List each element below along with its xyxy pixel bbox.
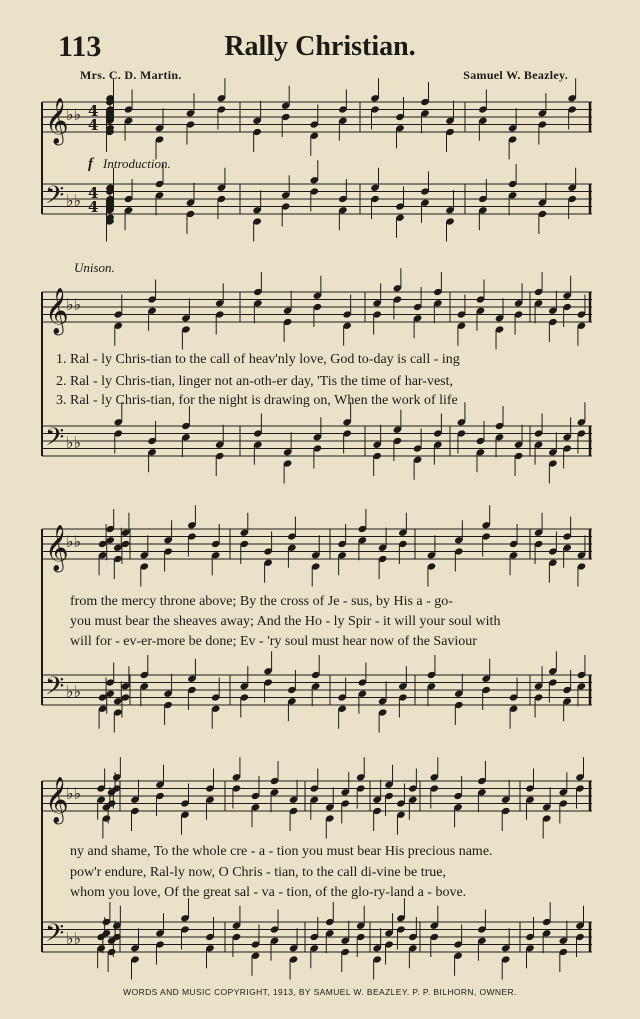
unison-marking: Unison. <box>74 260 115 275</box>
key-signature-icon: ♭♭ <box>66 532 82 551</box>
time-signature-icon: 4 <box>88 184 99 202</box>
treble-clef-icon: 𝄞 <box>45 98 69 144</box>
key-signature-icon: ♭♭ <box>66 929 82 948</box>
lyric-line: will for - ev-er-more be done; Ev - 'ry soul must hear now of the Saviour <box>70 634 477 649</box>
time-signature-icon: 4 <box>88 102 99 120</box>
lyric-line: 2. Ral - ly Chris-tian, linger not an-oth-er day, 'Tis the time of har-vest, <box>56 374 454 389</box>
lyric-line: 3. Ral - ly Chris-tian, for the night is drawing on, When the work of life <box>56 393 458 408</box>
bass-clef-icon: 𝄢 <box>45 919 65 954</box>
composer-credit: Samuel W. Beazley. <box>463 68 568 82</box>
key-signature-icon: ♭♭ <box>66 433 82 452</box>
bass-clef-icon: 𝄢 <box>45 181 65 216</box>
key-signature-icon: ♭♭ <box>66 784 82 803</box>
hymn-number: 113 <box>58 30 102 63</box>
lyric-line: pow'r endure, Ral-ly now, O Chris - tian, to the call di-vine be true, <box>70 865 447 880</box>
key-signature-icon: ♭♭ <box>66 682 82 701</box>
treble-clef-icon: 𝄞 <box>45 288 69 334</box>
key-signature-icon: ♭♭ <box>66 295 82 314</box>
lyric-line: 1. Ral - ly Chris-tian to the call of heav'nly love, God to-day is call - ing <box>56 352 460 367</box>
lyric-line: whom you love, Of the great sal - va - tion, of the glo-ry-land a - bove. <box>70 885 467 900</box>
bass-clef-icon: 𝄢 <box>45 672 65 707</box>
treble-clef-icon: 𝄞 <box>45 525 69 571</box>
key-signature-icon: ♭♭ <box>66 105 82 124</box>
introduction-label: Introduction. <box>103 156 171 171</box>
lyric-line: you must bear the sheaves away; And the Ho - ly Spir - it will your soul with <box>70 614 501 629</box>
author-credit: Mrs. C. D. Martin. <box>80 68 182 82</box>
copyright-notice: WORDS AND MUSIC COPYRIGHT, 1913, BY SAMUEL W. BEAZLEY. P. P. BILHORN, OWNER. <box>123 987 517 997</box>
time-signature-icon: 4 <box>88 198 99 216</box>
time-signature-icon: 4 <box>88 116 99 134</box>
introduction-marking <box>88 156 171 173</box>
lyric-line: ny and shame, To the whole cre - a - tion you must bear His precious name. <box>70 844 493 859</box>
bass-clef-icon: 𝄢 <box>45 423 65 458</box>
lyric-line: from the mercy throne above; By the cross of Je - sus, by His a - go- <box>70 594 453 609</box>
hymn-title: Rally Christian. <box>224 31 416 62</box>
treble-clef-icon: 𝄞 <box>45 777 69 823</box>
dynamic-marking: f <box>88 156 93 172</box>
key-signature-icon: ♭♭ <box>66 191 82 210</box>
